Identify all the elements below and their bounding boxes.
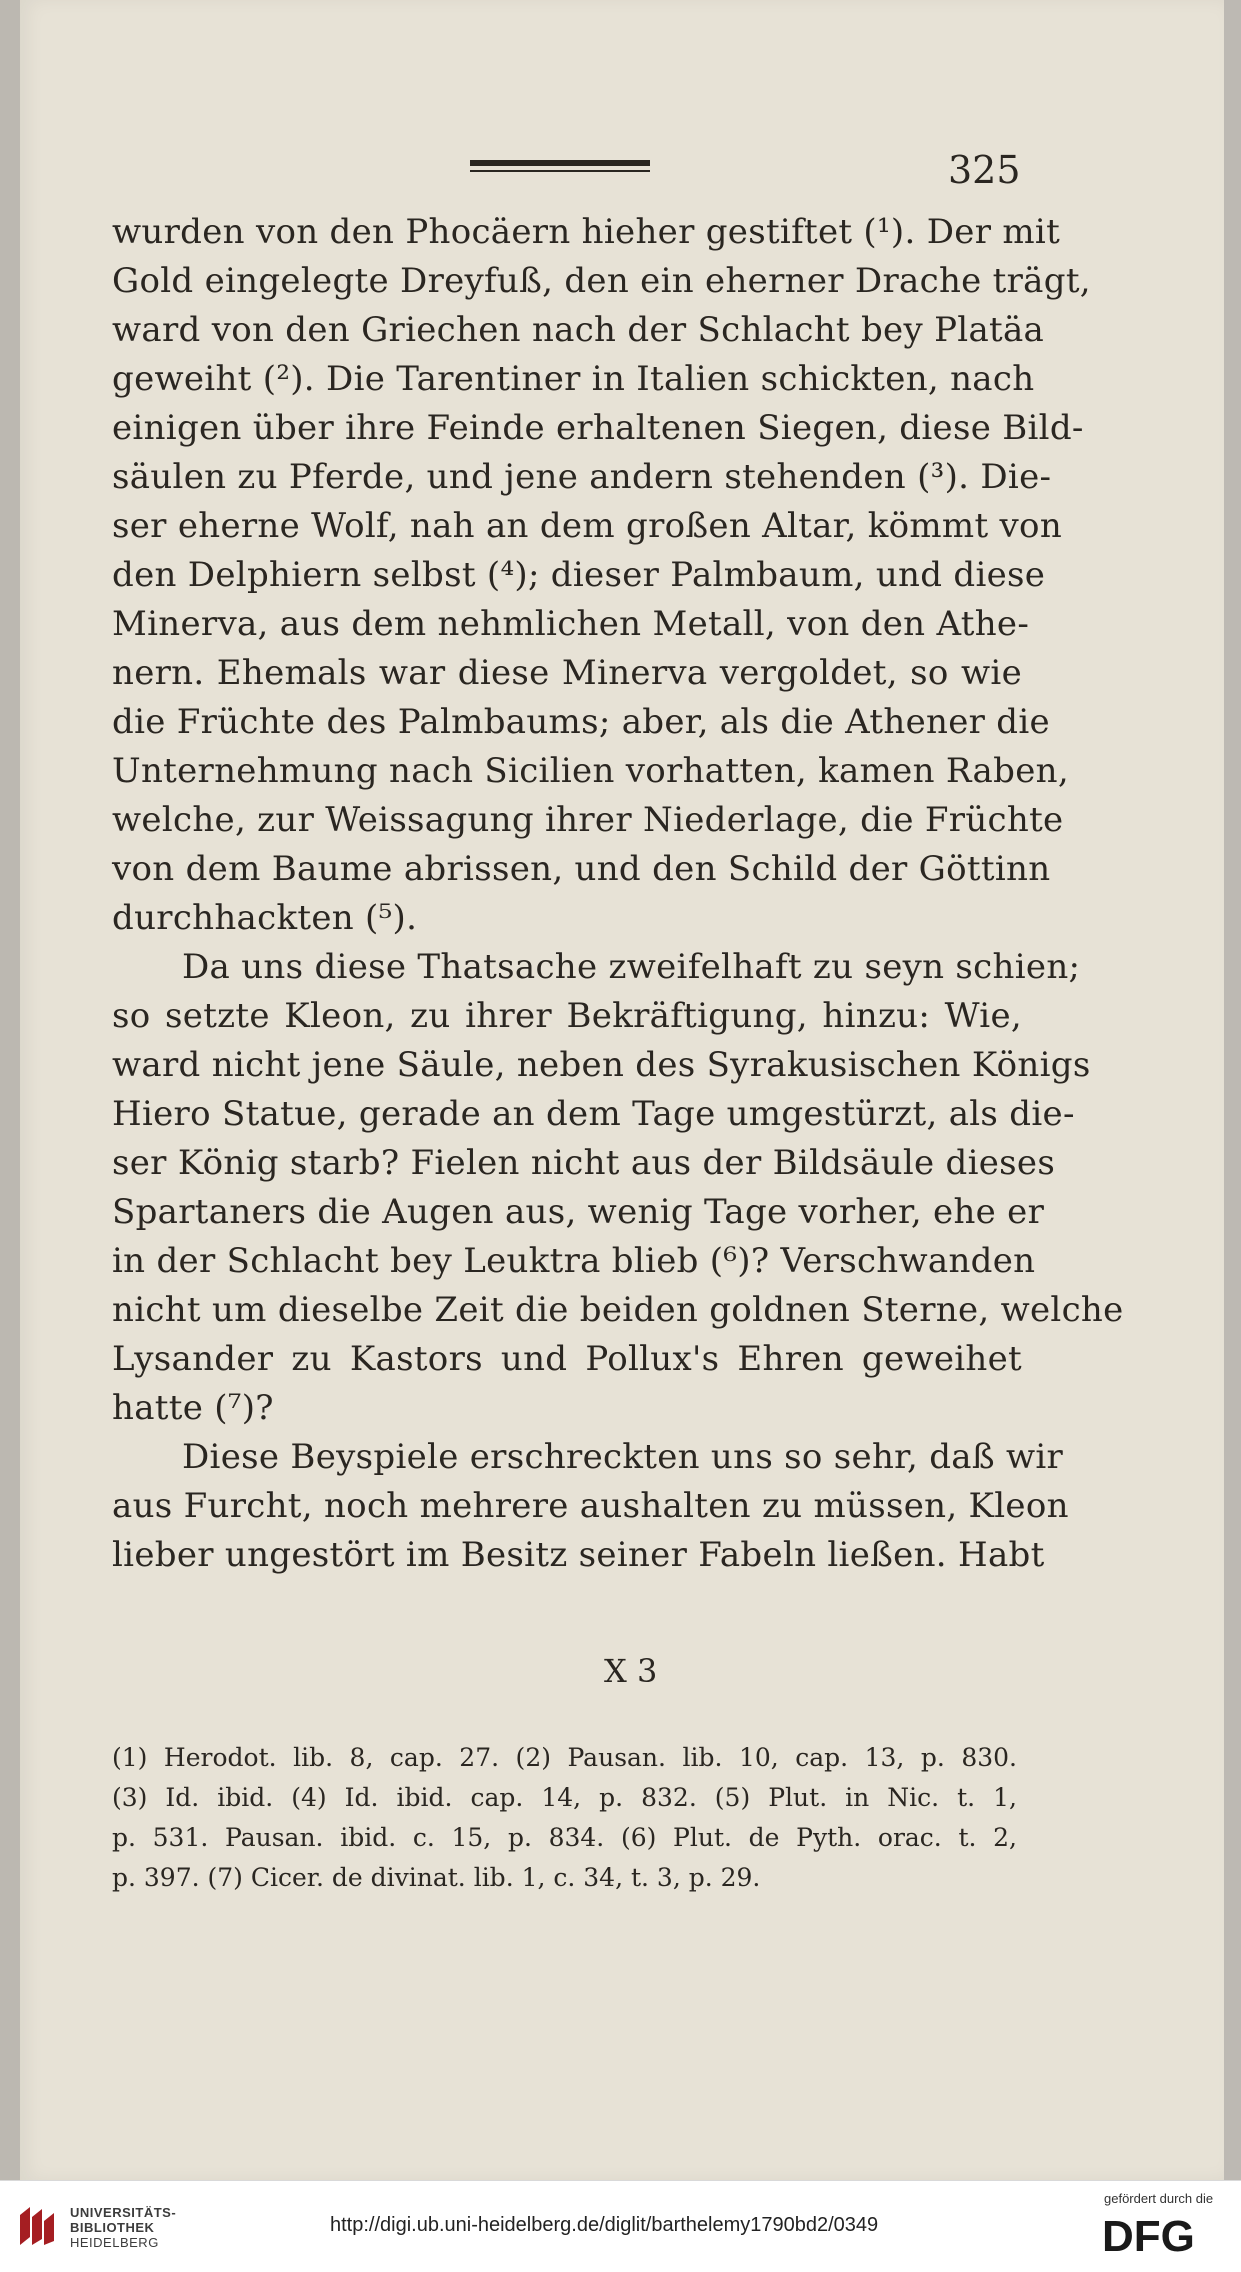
body-text bbox=[112, 208, 1124, 1580]
university-library-logo-icon[interactable] bbox=[16, 2203, 60, 2249]
dfg-logo-icon[interactable] bbox=[1102, 2213, 1220, 2257]
text-line: Da uns diese Thatsache zweifelhaft zu seyn schien; bbox=[182, 947, 1081, 987]
text-line: Spartaners die Augen aus, wenig Tage vorher, ehe er bbox=[112, 1192, 1045, 1232]
footnote-line: (1) Herodot. lib. 8, cap. 27. (2) Pausan. lib. 10, cap. 13, p. 830. bbox=[112, 1743, 1017, 1772]
text-line: säulen zu Pferde, und jene andern stehenden (³). Die- bbox=[112, 457, 1052, 497]
text-line: von dem Baume abrissen, und den Schild der Göttinn bbox=[112, 849, 1051, 889]
footnote-line: p. 397. (7) Cicer. de divinat. lib. 1, c. 34, t. 3, p. 29. bbox=[112, 1863, 761, 1892]
text-line: so setzte Kleon, zu ihrer Bekräftigung, hinzu: Wie, bbox=[112, 996, 1022, 1036]
library-name[interactable] bbox=[70, 2205, 176, 2250]
page-right-edge bbox=[1224, 0, 1241, 2180]
library-name-line: HEIDELBERG bbox=[70, 2235, 159, 2250]
text-line: durchhackten (⁵). bbox=[112, 898, 418, 938]
library-name-line: BIBLIOTHEK bbox=[70, 2220, 155, 2235]
text-line: Diese Beyspiele erschreckten uns so sehr, daß wir bbox=[182, 1437, 1064, 1477]
text-line: Minerva, aus dem nehmlichen Metall, von den Athe- bbox=[112, 604, 1030, 644]
footnote-line: (3) Id. ibid. (4) Id. ibid. cap. 14, p. 832. (5) Plut. in Nic. t. 1, bbox=[112, 1783, 1017, 1812]
page-number: 325 bbox=[948, 148, 1021, 192]
text-line: Unternehmung nach Sicilien vorhatten, kamen Raben, bbox=[112, 751, 1069, 791]
text-line: aus Furcht, noch mehrere aushalten zu müssen, Kleon bbox=[112, 1486, 1069, 1526]
text-line: den Delphiern selbst (⁴); dieser Palmbaum, und diese bbox=[112, 555, 1046, 595]
text-line: wurden von den Phocäern hieher gestiftet (¹). Der mit bbox=[112, 212, 1061, 252]
text-line: nicht um dieselbe Zeit die beiden goldnen Sterne, welche bbox=[112, 1290, 1124, 1330]
footnotes bbox=[112, 1738, 1017, 1898]
text-line: lieber ungestört im Besitz seiner Fabeln ließen. Habt bbox=[112, 1535, 1045, 1575]
page-left-edge bbox=[0, 0, 20, 2180]
permalink-url[interactable]: http://digi.ub.uni-heidelberg.de/diglit/barthelemy1790bd2/0349 bbox=[330, 2214, 879, 2236]
text-line: einigen über ihre Feinde erhaltenen Siegen, diese Bild- bbox=[112, 408, 1084, 448]
text-line: nern. Ehemals war diese Minerva vergoldet, so wie bbox=[112, 653, 1022, 693]
text-line: Gold eingelegte Dreyfuß, den ein eherner Drache trägt, bbox=[112, 261, 1091, 301]
text-line: die Früchte des Palmbaums; aber, als die Athener die bbox=[112, 702, 1050, 742]
viewer-footer bbox=[0, 2180, 1241, 2272]
text-line: ward von den Griechen nach der Schlacht bey Platäa bbox=[112, 310, 1045, 350]
text-line: Hiero Statue, gerade an dem Tage umgestürzt, als die- bbox=[112, 1094, 1075, 1134]
text-line: ward nicht jene Säule, neben des Syrakusischen Königs bbox=[112, 1045, 1091, 1085]
text-line: welche, zur Weissagung ihrer Niederlage, die Früchte bbox=[112, 800, 1064, 840]
text-line: Lysander zu Kastors und Pollux's Ehren geweihet bbox=[112, 1339, 1022, 1379]
text-line: in der Schlacht bey Leuktra blieb (⁶)? Verschwanden bbox=[112, 1241, 1036, 1281]
text-line: geweiht (²). Die Tarentiner in Italien schickten, nach bbox=[112, 359, 1035, 399]
signature-mark: X 3 bbox=[604, 1652, 658, 1690]
library-name-line: UNIVERSITÄTS- bbox=[70, 2205, 177, 2220]
text-line: hatte (⁷)? bbox=[112, 1388, 274, 1428]
text-line: ser eherne Wolf, nah an dem großen Altar, kömmt von bbox=[112, 506, 1063, 546]
footnote-line: p. 531. Pausan. ibid. c. 15, p. 834. (6) Plut. de Pyth. orac. t. 2, bbox=[112, 1823, 1017, 1852]
sponsor-label: gefördert durch die bbox=[1104, 2191, 1214, 2206]
text-line: ser König starb? Fielen nicht aus der Bildsäule dieses bbox=[112, 1143, 1056, 1183]
dfg-logo-text: DFG bbox=[1102, 2213, 1195, 2257]
header-rule bbox=[470, 160, 650, 174]
